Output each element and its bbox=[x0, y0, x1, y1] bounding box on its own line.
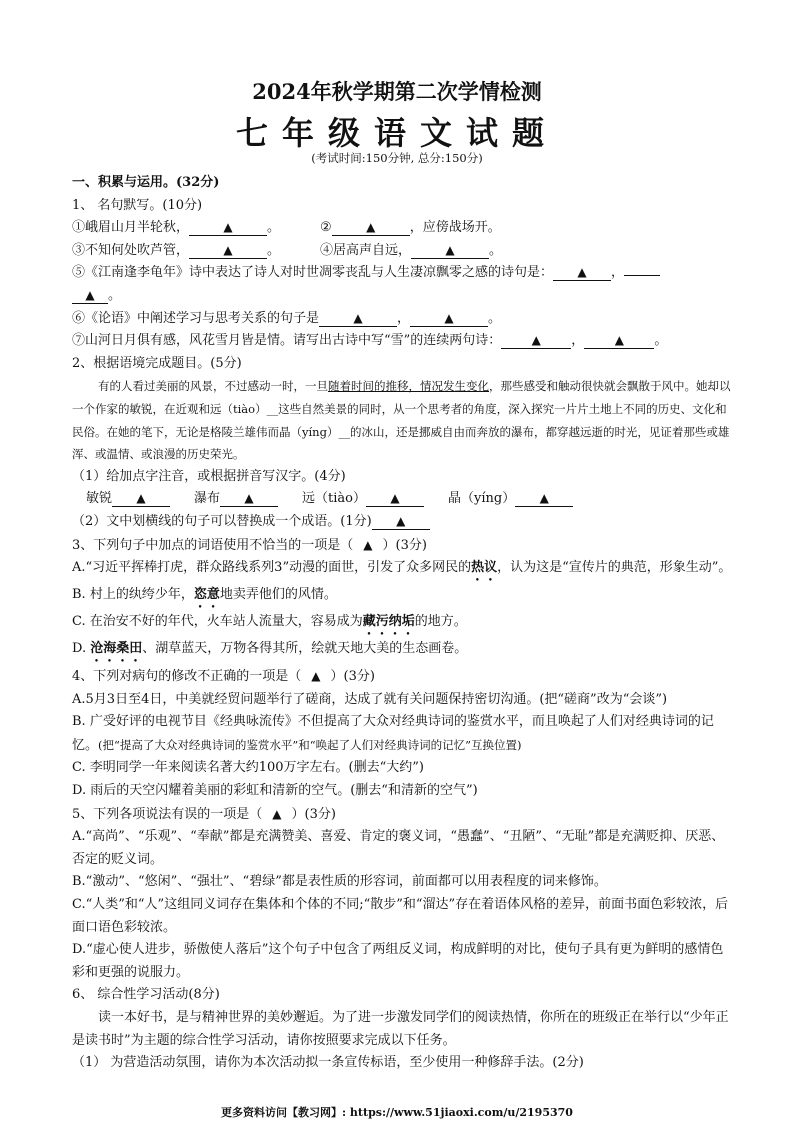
q3-c-prefix: C. 在治安不好的年代，火车站人流量大，容易成为 bbox=[72, 614, 363, 630]
q3-option-a bbox=[72, 557, 732, 584]
q4-option-c: C. 李明同学一年来阅读名著大约100万字左右。(删去“大约”) bbox=[72, 760, 424, 776]
q3-b-prefix: B. 村上的纨绔少年， bbox=[72, 587, 194, 603]
q1-row-3 bbox=[72, 262, 732, 285]
q2-item-d: 晶（yíng） bbox=[448, 491, 516, 507]
q5-option-c: C.“人类”和“人”这组同义词存在集体和个体的不同;“散步”和“溜达”存在着语体风格的差异，前面书面色彩较浓，后面口语色彩较浓。 bbox=[72, 897, 729, 935]
q3-b-suffix: 地卖弄他们的风情。 bbox=[219, 587, 337, 603]
q2-passage-start: 有的人看过美丽的风景，不过感动一时，一旦 bbox=[98, 379, 328, 394]
answer-blank[interactable] bbox=[319, 311, 397, 327]
q2-sub2 bbox=[72, 511, 732, 534]
q2-head: 2、根据语境完成题目。(5分) bbox=[72, 355, 242, 371]
q4-head bbox=[72, 665, 732, 689]
q1-row-6 bbox=[72, 330, 732, 353]
exam-time-note: (考试时间:150分钟, 总分:150分) bbox=[311, 151, 483, 165]
q1-row-4 bbox=[72, 285, 732, 308]
q1-d-prefix: ④居高声自远， bbox=[320, 242, 412, 258]
q1-f-suffix: 。 bbox=[488, 310, 502, 326]
q3-c-suffix: 的地方。 bbox=[414, 614, 467, 630]
q1-f-mid: ， bbox=[397, 310, 411, 326]
triangle-marker-icon: ▲ bbox=[614, 333, 624, 348]
answer-blank[interactable] bbox=[584, 333, 654, 349]
q2-passage-rest: ，那些感受和触动很快就会飘散于风中。她却以一个作家的敏锐，在近观和远（tiào）__这些自然美景的同时，从一个思考者的角度，深入探究一片片土地上不同的历史、文化和民俗。在她的笔下，无论是格陵兰雄伟而晶（yíng）__的冰山，还是挪威自由而奔放的瀑布，都穿越远逝的时光，见证着那些或雄浑、或温情、或浪漫的历史荣光。 bbox=[72, 379, 731, 462]
q1-head: 1、 名句默写。(10分) bbox=[72, 197, 203, 213]
q5-option-a: A.“高尚”、“乐观”、“奉献”都是充满赞美、喜爱、肯定的褒义词，“愚蠢”、“丑陋”、“无耻”都是充满贬抑、厌恶、否定的贬义词。 bbox=[72, 829, 725, 867]
triangle-marker-icon: ▲ bbox=[136, 491, 146, 506]
triangle-marker-icon: ▲ bbox=[366, 220, 376, 235]
q3-a-suffix: ，认为这是“宣传片的典范，形象生动”。 bbox=[497, 560, 732, 576]
triangle-marker-icon: ▲ bbox=[311, 669, 321, 684]
answer-blank[interactable] bbox=[624, 275, 660, 276]
answer-blank[interactable] bbox=[72, 288, 108, 304]
q1-e-prefix: ⑤《江南逢李龟年》诗中表达了诗人对时世凋零丧乱与人生凄凉飘零之感的诗句是： bbox=[72, 265, 554, 281]
q3-option-d bbox=[72, 638, 732, 665]
q3-d-dotted-word: 沧海桑田 bbox=[90, 641, 143, 657]
q1-c-prefix: ③不知何处吹芦管， bbox=[72, 242, 190, 258]
q6-intro: 读一本好书，是与精神世界的美妙邂逅。为了进一步激发同学们的阅读热情，你所在的班级正在举行以“少年正是读书时”为主题的综合性学习活动，请你按照要求完成以下任务。 bbox=[72, 1010, 729, 1048]
answer-blank[interactable] bbox=[411, 243, 489, 259]
q3-a-dotted-word: 热议 bbox=[471, 560, 498, 576]
answer-blank[interactable] bbox=[515, 491, 573, 507]
answer-blank[interactable] bbox=[501, 333, 571, 349]
q5-option-d: D.“虚心使人进步，骄傲使人落后”这个句子中包含了两组反义词，构成鲜明的对比，使句子具有更为鲜明的感情色彩和更强的说服力。 bbox=[72, 942, 724, 980]
triangle-marker-icon: ▲ bbox=[577, 265, 587, 280]
triangle-marker-icon: ▲ bbox=[390, 491, 400, 506]
q4-b-text: B. 广受好评的电视节目《经典咏流传》不但提高了大众对经典诗词的鉴赏水平，而且唤起了人们对经典诗词的记忆。 bbox=[72, 714, 714, 753]
q5-head-suffix: ）(3分) bbox=[291, 806, 336, 822]
q6-sub1: （1） 为营造活动氛围，请你为本次活动拟一条宣传标语，至少使用一种修辞手法。(2分) bbox=[72, 1055, 584, 1071]
answer-blank[interactable] bbox=[553, 265, 611, 281]
q4-head-prefix: 4、下列对病句的修改不正确的一项是（ bbox=[72, 669, 302, 685]
q3-d-suffix: 、湖草蓝天，万物各得其所，绘就天地大美的生态画卷。 bbox=[142, 641, 468, 657]
exam-title: 2024年秋学期第二次学情检测 bbox=[252, 79, 542, 104]
q1-a-suffix: 。 bbox=[267, 220, 281, 236]
triangle-marker-icon: ▲ bbox=[531, 333, 541, 348]
q2-sub1-items bbox=[72, 488, 732, 511]
triangle-marker-icon: ▲ bbox=[353, 310, 363, 325]
q3-option-c bbox=[72, 611, 732, 638]
q4-head-suffix: ）(3分) bbox=[330, 669, 375, 685]
answer-blank[interactable] bbox=[410, 311, 488, 327]
q4-option-b bbox=[72, 711, 732, 757]
footer-link-text: 更多资料访问【教习网】: https://www.51jiaoxi.com/u/2195370 bbox=[221, 1106, 573, 1119]
q5-head bbox=[72, 803, 732, 827]
q3-c-dotted-word: 藏污纳垢 bbox=[362, 614, 415, 630]
answer-blank[interactable] bbox=[189, 243, 267, 259]
q4-option-a: A.5月3日至4日，中美就经贸问题举行了磋商，达成了就有关问题保持密切沟通。(把“磋商”改为“会谈”) bbox=[72, 691, 668, 707]
q1-f-prefix: ⑥《论语》中阐述学习与思考关系的句子是 bbox=[72, 310, 320, 326]
q3-head-prefix: 3、下列句子中加点的词语使用不恰当的一项是（ bbox=[72, 537, 354, 553]
q6-head: 6、 综合性学习活动(8分) bbox=[72, 987, 220, 1003]
triangle-marker-icon: ▲ bbox=[272, 806, 282, 821]
q3-a-prefix: A.“习近平挥棒打虎，群众路线系列3”动漫的面世，引发了众多网民的 bbox=[72, 560, 472, 576]
triangle-marker-icon: ▲ bbox=[539, 491, 549, 506]
q1-e-mid: ， bbox=[611, 265, 625, 281]
triangle-marker-icon: ▲ bbox=[223, 242, 233, 257]
q4-option-d: D. 雨后的天空闪耀着美丽的彩虹和清新的空气。(删去“和清新的空气”) bbox=[72, 783, 478, 799]
q3-d-prefix: D. bbox=[72, 641, 91, 657]
q2-item-a: 敏锐 bbox=[86, 491, 113, 507]
answer-blank[interactable] bbox=[332, 220, 410, 236]
q1-row-5 bbox=[72, 308, 732, 331]
q1-e-suffix: 。 bbox=[108, 287, 122, 303]
answer-blank[interactable] bbox=[112, 491, 170, 507]
section-1-title: 一、积累与运用。(32分) bbox=[72, 175, 220, 190]
answer-blank[interactable] bbox=[220, 491, 278, 507]
q1-b-suffix: ，应傍战场开。 bbox=[409, 220, 501, 236]
q2-passage bbox=[72, 375, 732, 465]
q1-g-prefix: ⑦山河日月俱有感，风花雪月皆是情。请写出古诗中写“雪”的连续两句诗： bbox=[72, 333, 502, 349]
triangle-marker-icon: ▲ bbox=[444, 310, 454, 325]
q1-b-prefix: ② bbox=[320, 220, 332, 236]
q5-head-prefix: 5、下列各项说法有误的一项是（ bbox=[72, 806, 263, 822]
answer-blank[interactable] bbox=[189, 220, 267, 236]
answer-blank[interactable] bbox=[372, 514, 430, 530]
q2-underlined-sentence: 随着时间的推移，情况发生变化 bbox=[328, 379, 489, 394]
triangle-marker-icon: ▲ bbox=[363, 537, 373, 552]
q1-c-suffix: 。 bbox=[267, 242, 281, 258]
q1-row-1 bbox=[72, 217, 732, 240]
q5-option-b: B.“激动”、“悠闲”、“强壮”、“碧绿”都是表性质的形容词，前面都可以用表程度的词来修饰。 bbox=[72, 874, 607, 890]
triangle-marker-icon: ▲ bbox=[85, 287, 95, 302]
triangle-marker-icon: ▲ bbox=[445, 242, 455, 257]
triangle-marker-icon: ▲ bbox=[223, 220, 233, 235]
exam-content bbox=[72, 172, 732, 1075]
triangle-marker-icon: ▲ bbox=[396, 513, 406, 528]
q2-item-b: 瀑布 bbox=[194, 491, 221, 507]
answer-blank[interactable] bbox=[366, 491, 424, 507]
q3-option-b bbox=[72, 584, 732, 611]
q1-g-mid: ， bbox=[571, 333, 585, 349]
exam-subject-title: 七年级语文试题 bbox=[235, 114, 558, 152]
q3-head bbox=[72, 534, 732, 558]
q2-sub2-text: （2）文中划横线的句子可以替换成一个成语。(1分) bbox=[72, 513, 372, 529]
q1-d-suffix: 。 bbox=[489, 242, 503, 258]
q3-b-dotted-word: 恣意 bbox=[193, 587, 220, 603]
q1-a-prefix: ①峨眉山月半轮秋， bbox=[72, 220, 190, 236]
q1-row-2 bbox=[72, 240, 732, 263]
q2-item-c: 远（tiào） bbox=[302, 491, 366, 507]
triangle-marker-icon: ▲ bbox=[244, 491, 254, 506]
q2-sub1-head: （1）给加点字注音，或根据拼音写汉字。(4分) bbox=[72, 468, 346, 484]
q4-b-note: (把“提高了大众对经典诗词的鉴赏水平”和“唤起了人们对经典诗词的记忆”互换位置) bbox=[98, 737, 522, 752]
q1-g-suffix: 。 bbox=[654, 333, 668, 349]
q3-head-suffix: ）(3分) bbox=[382, 537, 427, 553]
